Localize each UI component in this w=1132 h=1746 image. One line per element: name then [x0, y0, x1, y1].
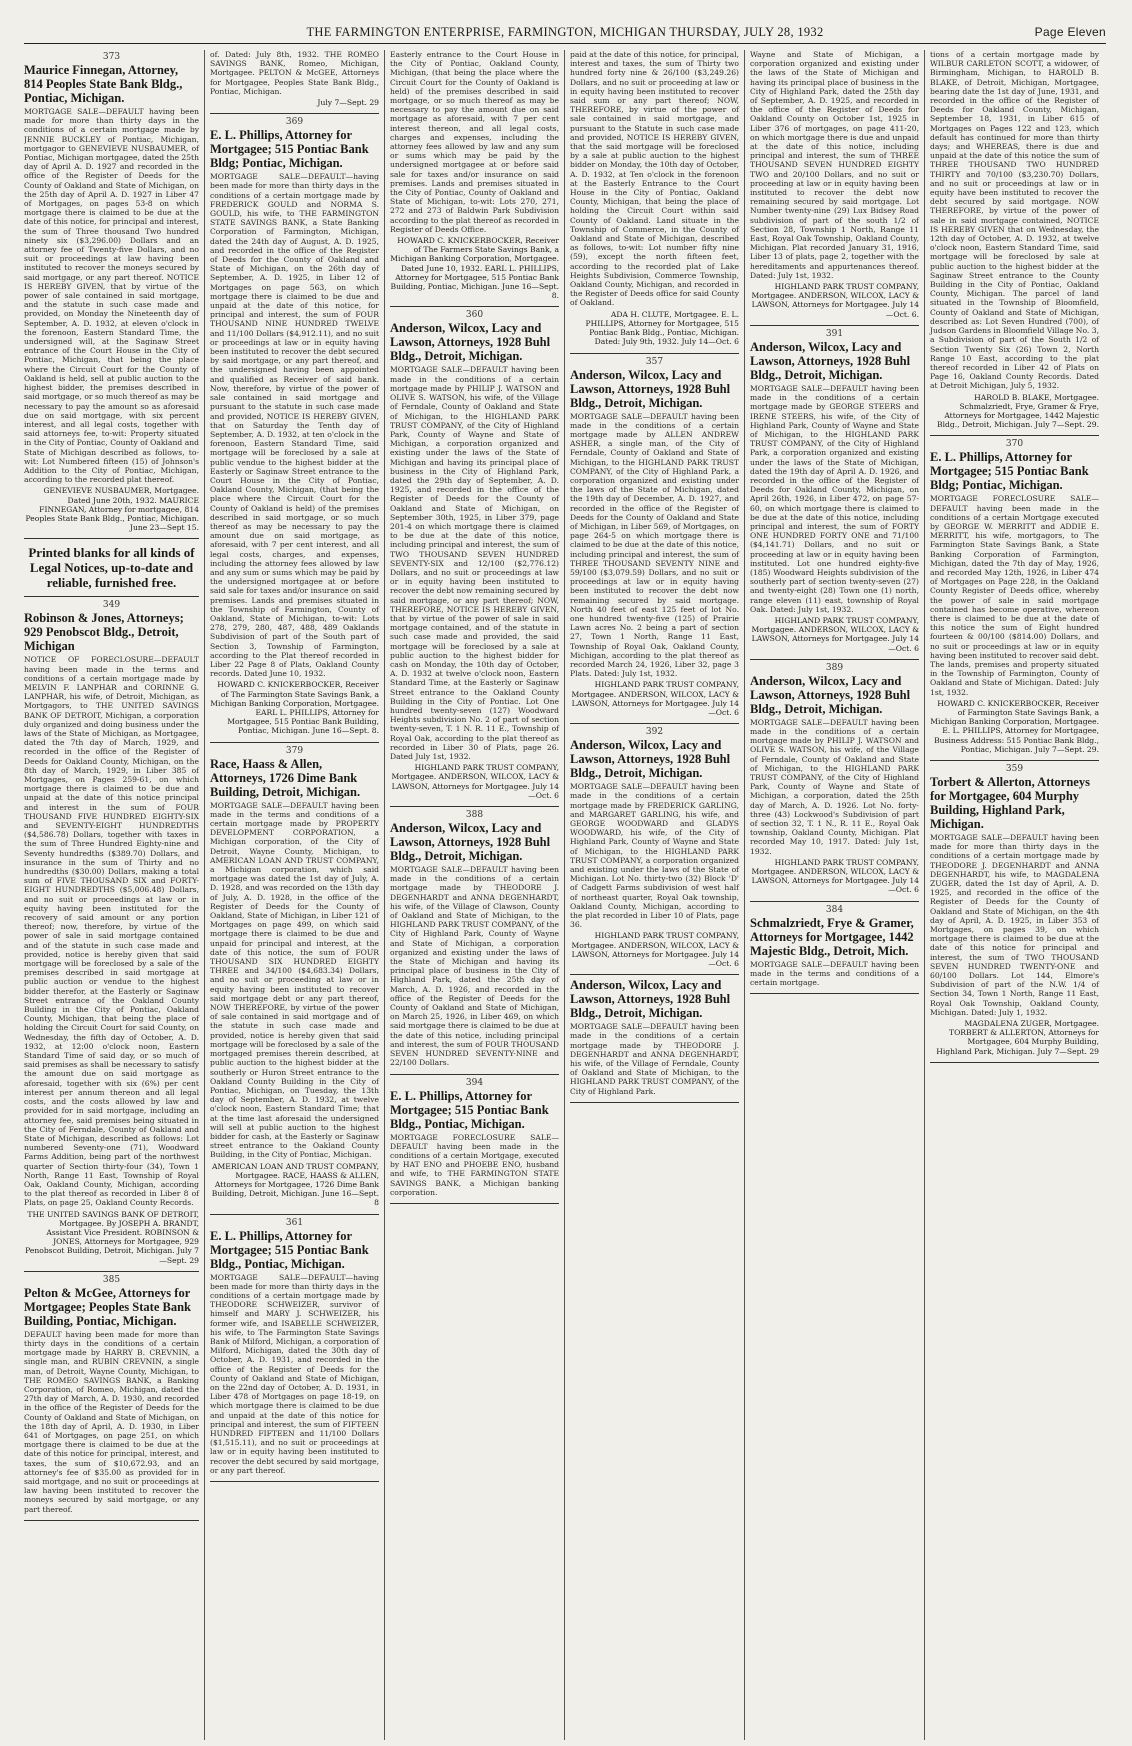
notice-signature: HOWARD C. KNICKERBOCKER, Receiver of Farmington State Savings Bank, a Michigan Banking Corporation, Mortgagee. E. L. PHILLIPS, Attorney for Mortgagee, Business Address: 515 Pontiac Bank Bldg., Pontiac, Michigan. July 7—Sept. 29. — [930, 698, 1099, 754]
legal-notice — [390, 1078, 559, 1197]
notice-heading: Anderson, Wilcox, Lacy and Lawson, Attorneys, 1928 Buhl Bldg., Detroit, Michigan. — [750, 673, 911, 716]
notice-heading: Anderson, Wilcox, Lacy and Lawson, Attorneys, 1928 Buhl Bldg., Detroit, Michigan. — [390, 321, 551, 364]
legal-blanks-ad: Printed blanks for all kinds of Legal Notices, up-to-date and reliable, furnished free. — [28, 545, 195, 591]
legal-notice — [24, 52, 199, 532]
notice-heading: Anderson, Wilcox, Lacy and Lawson, Attorneys, 1928 Buhl Bldg., Detroit, Michigan. — [390, 821, 551, 864]
masthead-title: THE FARMINGTON ENTERPRISE, FARMINGTON, MICHIGAN THURSDAY, JULY 28, 1932 — [306, 25, 824, 39]
divider — [750, 325, 919, 326]
notice-body: MORTGAGE SALE—DEFAULT having been made in the terms and conditions of a certain mortgage. — [750, 959, 919, 988]
notice-heading: Torbert & Allerton, Attorneys for Mortgagee, 604 Murphy Building, Highland Park, Michigan. — [930, 775, 1090, 832]
notice-body: DEFAULT having been made for more than thirty days in the conditions of a certain mortgage made by HARRY B. CREVNIN, a single man, and RUBIN CREVNIN, a single man, of Detroit, Wayne County, Michigan, to THE ROMEO SAVINGS BANK, a Banking Corporation, of Romeo, Michigan, dated the 27th day of March, A. D. 1930, and recorded in the office of the Register of Deeds for the County of Oakland and State of Michigan, on the 18th day of April, A. D. 1930, in Liber 641 of Mortgages, on page 251, on which mortgage there is claimed to be due at the date of this notice for principal, interest, and taxes, the sum of $10,672.93, and an attorney's fee of $35.00 as provided for in said mortgage, and no suit or proceedings at law having been instituted to recover the moneys secured by said mortgage, or any part thereof. — [24, 1329, 199, 1514]
divider — [570, 1102, 739, 1103]
divider — [750, 659, 919, 660]
notice-signature: AMERICAN LOAN AND TRUST COMPANY, Mortgagee. RACE, HAASS & ALLEN, Attorneys for Mortgagee, 1726 Dime Bank Building, Detroit, Michigan. June 16—Sept. 8 — [211, 1161, 379, 1208]
notice-number: 379 — [285, 745, 304, 756]
legal-notice — [390, 50, 559, 300]
notice-number: 370 — [1005, 439, 1024, 450]
columns-container — [24, 50, 1106, 1740]
divider — [930, 435, 1099, 436]
column-3 — [384, 50, 564, 1740]
notice-number: 357 — [645, 356, 664, 367]
notice-signature: HIGHLAND PARK TRUST COMPANY, Mortgagee. ANDERSON, WILCOX, LACY & LAWSON, Attorneys for Mortgagee. July 14—Oct. 6 — [571, 931, 739, 969]
legal-notice — [24, 600, 199, 1264]
notice-number: 360 — [465, 310, 484, 321]
legal-notice — [930, 439, 1099, 754]
notice-number: 373 — [102, 52, 121, 62]
legal-notice — [930, 50, 1099, 429]
column-1 — [24, 50, 204, 1740]
notice-body: MORTGAGE SALE—DEFAULT having been made in the terms and conditions of a certain mortgage made by PROPERTY DEVELOPMENT CORPORATION, a Michigan corporation, of the City of Detroit, Wayne County, Michigan, to AMERICAN LOAN AND TRUST COMPANY, a Michigan corporation, which said mortgage was dated the 1st day of July, A. D. 1928, and was recorded on the 13th day of July, A. D. 1928, in the office of the Register of Deeds for the County of Oakland, State of Michigan, in Liber 121 of Mortgages on page 499, on which said mortgage there is claimed to be due and unpaid for principal and interest, at the date of this notice, the sum of FOUR THOUSAND SIX HUNDRED EIGHTY THREE and 34/100 ($4,683.34) Dollars, and no suit or proceeding at law or in equity having been instituted to recover said mortgage debt or any part thereof, NOW THEREFORE, by virtue of the power of sale contained in said mortgage and of the statute in such case made and provided, notice is hereby given that said mortgage will be foreclosed by a sale of the mortgaged premises therein described, at public auction to the highest bidder at the southerly or Huron Street entrance to the Oakland County Building in the City of Pontiac, Michigan, on Tuesday, the 13th day of September, A. D. 1932, at twelve o'clock noon, Eastern Standard Time; that at the time last aforesaid the undersigned will sell at public auction to the highest bidder for cash, at the Easterly or Saginaw street entrance to the Oakland County Building, in the City of Pontiac, Michigan. — [210, 800, 379, 1160]
notice-body: MORTGAGE SALE—DEFAULT having been made in the conditions of a certain mortgage made by FREDERICK GARLING, and MARGARET GARLING, his wife, and GEORGE WOODWARD and GLADYS WOODWARD, his wife, of the City of Highland Park, County of Wayne and State of Michigan, to the HIGHLAND PARK TRUST COMPANY, a corporation organized and existing under the laws of the State of Michigan. Lot No. thirty-two (32) Block 'D' of Cadgett Farms subdivision of west half of northeast quarter, Royal Oak township, Oakland County, Michigan, according to the plat recorded in Liber 10 of Plats, page 36. — [570, 782, 739, 930]
notice-heading: Maurice Finnegan, Attorney, 814 Peoples State Bank Bldg., Pontiac, Michigan. — [24, 63, 183, 105]
column-4 — [564, 50, 744, 1740]
notice-heading: Anderson, Wilcox, Lacy and Lawson, Attorneys, 1928 Buhl Bldg., Detroit, Michigan. — [570, 367, 731, 410]
divider — [750, 901, 919, 902]
legal-notice — [750, 50, 919, 319]
notice-body: MORTGAGE SALE—DEFAULT having been made for more than thirty days in the conditions of a certain mortgage made by THEODORE J. DEGENHARDT and ANNA DEGENHARDT, his wife, to MAGDALENA ZUGER, dated the 1st day of April, A. D. 1925, and recorded in the office of the Register of Deeds for the County of Oakland and State of Michigan, on the 4th day of April, A. D. 1925, in Liber 353 of Mortgages, on pages 39, on which mortgage there is claimed to be due at the date of this notice for principal and interest, the sum of TWO THOUSAND SEVEN HUNDRED TWENTY-ONE and 60/100 Dollars. Lot 144, Elmore's Subdivision of part of the N.W. 1/4 of Section 34, Town 1 North, Range 11 East, Royal Oak Township, Oakland County, Michigan. Dated: July 1, 1932. — [930, 833, 1099, 1017]
notice-heading: Anderson, Wilcox, Lacy and Lawson, Attorneys, 1928 Buhl Bldg., Detroit, Michigan. — [570, 738, 731, 781]
notice-signature: MAGDALENA ZUGER, Mortgagee. TORBERT & ALLERTON, Attorneys for Mortgagee, 604 Murphy Building, Highland Park, Michigan. July 7—Sept. 29 — [936, 1019, 1099, 1056]
notice-body: MORTGAGE SALE—DEFAULT—having been made for more than thirty days in the conditions of a certain mortgage made by FREDERICK GOULD and NORMA S. GOULD, his wife, to THE FARMINGTON STATE SAVINGS BANK, a State Banking Corporation of Farmington, Michigan, dated the 24th day of August, A. D. 1925, and recorded in the office of the Register of Deeds for the County of Oakland and State of Michigan, on the 26th day of September, A. D. 1925, in Liber 12 of Mortgages on page 563, on which mortgage there is claimed to be due and unpaid at the date of this notice, for principal and interest, the sum of FOUR THOUSAND NINE HUNDRED TWELVE and 11/100 Dollars ($4,912.11), and no suit or proceedings at law or in equity having been instituted to recover the debt secured by said mortgage, or any part thereof, and the undersigned having been appointed and qualified as Receiver of said bank. Now, therefore, by virtue of the power of sale contained in said mortgage and pursuant to the statute in such case made and provided, NOTICE IS HEREBY GIVEN, that on Saturday the Tenth day of September, A. D. 1932, at ten o'clock in the forenoon, Eastern Standard Time, said mortgage will be foreclosed by a sale at public vendue to the highest bidder at the Easterly or Saginaw Street entrance to the Court House in the City of Pontiac, Oakland County, Michigan, (that being the place where the Circuit Court for the County of Oakland is held) of the premises described in said mortgage, or so much thereof as may be necessary to pay the amount due on said mortgage, as aforesaid, with 7 per cent interest, and all legal costs, charges, and expenses, including the attorney fees allowed by law and any sum or sums which may be paid by the undersigned mortgagee at or before said sale for taxes and/or insurance on said premises. Lands and premises situated in the Township of Farmington, County of Oakland, State of Michigan, to-wit: Lots 278, 279, 280, 487, 488, 489 Oaklands Subdivision of part of the South part of Section 3, Township of Farmington, according to the Plat thereof recorded in Liber 22 Page 8 of Plats, Oakland County records. Dated June 10, 1932. — [210, 172, 379, 679]
notice-body: MORTGAGE SALE—DEFAULT having been made in the conditions of a certain mortgage made by ALLEN ANDREW ASHER, a single man, of the City of Ferndale, County of Oakland and State of Michigan, to the HIGHLAND PARK TRUST COMPANY, of the City of Highland Park, a corporation organized and existing under the laws of the State of Michigan, dated the 19th day of December, A. D. 1927, and recorded in the office of the Register of Deeds for the County of Oakland and State of Michigan, in Liber 569, of Mortgages, on page 264-5 on which mortgage there is claimed to be due at the date of this notice, including principal and interest, the sum of THREE THOUSAND SEVENTY NINE and 59/100 ($3,079.59) Dollars, and no suit or proceedings at law or in equity having been instituted to recover the debt now remaining secured by said mortgage. North 40 feet of east 125 feet of lot No. one hundred twenty-five (125) of Prairie Lawn acres No. 2 being a part of section 27, Town 1 North, Range 11 East, Township of Royal Oak, Oakland County, Michigan, according to the plat thereof as recorded March 24, 1926, Liber 32, page 3 Plats. Dated: July 1st, 1932. — [570, 411, 739, 679]
legal-notice — [570, 727, 739, 968]
notice-signature: HAROLD B. BLAKE, Mortgagee. Schmalzriedt, Frye, Gramer & Frye, Attorneys for Mortgagee, 1442 Majestic Bldg., Detroit, Michigan. July 7—Sept. 29. — [936, 392, 1099, 430]
masthead — [24, 0, 1106, 44]
legal-notice — [570, 50, 739, 347]
notice-heading: E. L. Phillips, Attorney for Mortgagee; 515 Pontiac Bank Bldg; Pontiac, Michigan. — [210, 128, 369, 171]
notice-number: 392 — [645, 727, 664, 738]
notice-body: MORTGAGE FORECLOSURE SALE—DEFAULT having been made in the conditions of a certain Mortgage executed by GEORGE W. MERRITT and ADDIE E. MERRITT, his wife, mortgagors, to The Farmington State Savings Bank, a State Banking Corporation of Farmington, Michigan, dated the 7th day of May, 1926, and recorded May 12th, 1926, in Liber 474 of Mortgages on Page 228, in the Oakland County Register of Deeds office, whereby the power of sale in said mortgage contained has become operative, whereon there is claimed to be due at the date of this notice the sum of Eight hundred fourteen & 00/100 ($814.00) Dollars, and no suit or proceedings at law or in equity having been instituted to recover said debt. The lands, premises and property situated in the Township of Farmington, County of Oakland and State of Michigan. Dated: July 1st, 1932. — [930, 494, 1099, 697]
notice-body: MORTGAGE SALE—DEFAULT having been made in the conditions of a certain mortgage made by GEORGE STEERS and IRENE STEERS, his wife, of the City of Highland Park, County of Wayne and State of Michigan, to the HIGHLAND PARK TRUST COMPANY, of the City of Highland Park, a corporation organized and existing under the laws of the State of Michigan, dated the 19th day of April A. D. 1926, and recorded in the office of the Register of Deeds for Oakland County, Michigan, on April 26th, 1926, in Liber 472, on page 57-60, on which mortgage there is claimed to be due at the date of this notice, including principal and interest, the sum of FORTY ONE HUNDRED FORTY ONE and 71/100 ($4,141.71) Dollars, and no suit or proceeding at law or in equity having been instituted. Lot one hundred eighty-five (185) Woodward Heights subdivision of the southerly part of section twenty-seven (27) and twenty-eight (28) Town one (1) north, range eleven (11) east, township of Royal Oak. Dated: July 1st, 1932. — [750, 383, 919, 614]
page-number: Page Eleven — [1034, 25, 1106, 39]
notice-number: 385 — [102, 1274, 121, 1285]
notice-heading: Pelton & McGee, Attorneys for Mortgagee; Peoples State Bank Building, Pontiac, Michigan. — [24, 1285, 191, 1328]
legal-notice — [210, 1218, 379, 1475]
divider — [390, 1203, 559, 1204]
notice-signature: HIGHLAND PARK TRUST COMPANY, Mortgagee. ANDERSON, WILCOX, LACY & LAWSON, Attorneys for Mortgagee. July 14—Oct. 6 — [391, 763, 559, 800]
notice-signature: HIGHLAND PARK TRUST COMPANY, Mortgagee. ANDERSON, WILCOX, LACY & LAWSON, Attorneys for Mortgagee. July 14—Oct. 6 — [571, 680, 739, 717]
notice-body: Wayne and State of Michigan, a corporation organized and existing under the laws of the State of Michigan and having its principal place of business in the City of Highland Park, dated the 25th day of September, A. D. 1925, and recorded in the office of the Register of Deeds for Oakland County on October 1st, 1925 in Liber 376 of mortgages, on page 411-20, on which mortgage there is due and unpaid at the date of this notice, including principal and interest, the sum of THREE THOUSAND SEVEN HUNDRED EIGHTY TWO and 20/100 Dollars, and no suit or proceeding at law or in equity having been instituted to recover the debt now remaining secured by said mortgage. Lot Number twenty-nine (29) Lux Bidsey Road subdivision of part of the south 1/2 of Section 28, Township 1 North, Range 11 East, Royal Oak Township, Oakland County, Michigan. Plat recorded January 31, 1916, Liber 13 of plats, page 2, together with the hereditaments and appurtenances thereof. Dated: July 1st, 1932. — [750, 50, 919, 280]
notice-heading: Schmalzriedt, Frye & Gramer, Attorneys for Mortgagee, 1442 Majestic Bldg., Detroit, Mich. — [750, 915, 914, 958]
legal-notice — [930, 764, 1099, 1056]
divider — [570, 723, 739, 724]
notice-heading: E. L. Phillips, Attorney for Mortgagee; 515 Pontiac Bank Bldg; Pontiac, Michigan. — [930, 450, 1089, 493]
column-5 — [744, 50, 924, 1740]
divider — [390, 1074, 559, 1075]
divider — [24, 1520, 199, 1521]
notice-number: 384 — [825, 904, 844, 915]
notice-heading: Anderson, Wilcox, Lacy and Lawson, Attorneys, 1928 Buhl Bldg., Detroit, Michigan. — [570, 978, 731, 1021]
notice-number: 369 — [285, 117, 304, 128]
column-6 — [924, 50, 1104, 1740]
notice-signature: July 7—Sept. 29 — [317, 98, 379, 108]
divider — [24, 596, 199, 597]
notice-number: 349 — [102, 600, 121, 611]
legal-notice — [210, 50, 379, 107]
legal-notice — [210, 746, 379, 1208]
notice-signature: HOWARD C. KNICKERBOCKER, Receiver of The Farmington State Savings Bank, a Michigan Banking Corporation, Mortgagee. EARL L. PHILLIPS, Attorney for Mortgagee, 515 Pontiac Bank Building, Pontiac, Michigan. June 16—Sept. 8. — [210, 680, 379, 736]
notice-number: 361 — [285, 1217, 304, 1228]
notice-signature: HIGHLAND PARK TRUST COMPANY, Mortgagee. ANDERSON, WILCOX, LACY & LAWSON, Attorneys for Mortgagee. July 14—Oct. 6. — [751, 282, 919, 319]
notice-body: tions of a certain mortgage made by WILBUR CARLETON SCOTT, a widower, of Birmingham, Michigan, to HAROLD B. BLAKE, of Detroit, Michigan, Mortgagee, bearing date the 1st day of June, 1931, and recorded in the office of the Register of Deeds for Oakland County, Michigan, September 18, 1931, in Liber 615 of Mortgages on Pages 122 and 123, which default has continued for more than thirty days; and WHEREAS, there is due and unpaid at the date of this notice the sum of THREE THOUSAND TWO HUNDRED THIRTY and 70/100 ($3,230.70) Dollars, and no suit or proceedings at law or in equity have been instituted to recover the debt secured by said mortgage. NOW THEREFORE, by virtue of the power of sale in said mortgage contained, NOTICE IS HEREBY GIVEN that on Wednesday, the 12th day of October, A. D. 1932, at twelve o'clock noon, Eastern Standard Time, said mortgage will be foreclosed by sale at public auction to the highest bidder at the Saginaw Street entrance to the County Building in the City of Pontiac, Oakland County, Michigan. The parcel of land situated in the Township of Bloomfield, County of Oakland and State of Michigan, described as: Lot Seven Hundred (700), of Judson Gardens in Bloomfield Village No. 3, a Subdivision of part of the South 1/2 of Section Twenty Six (26) Town 2, North Range 10 East, according to the plat thereof recorded in Liber 42 of Plats on Page 16, Oakland County Records. Dated at Detroit Michigan, July 5, 1932. — [930, 50, 1099, 391]
notice-body: MORTGAGE SALE—DEFAULT having been made in the conditions of a certain mortgage made by THEODORE J. DEGENHARDT and ANNA DEGENHARDT, his wife, of the Village of Ferndale, County of Oakland and State of Michigan, to the HIGHLAND PARK TRUST COMPANY, of the City of Highland Park. — [570, 1022, 739, 1096]
divider — [24, 1271, 199, 1272]
legal-notice — [24, 1275, 199, 1514]
notice-body: paid at the date of this notice, for principal, interest and taxes, the sum of Thirty two hundred forty nine & 26/100 ($3,249.26) Dollars, and no suit or proceeding at law or in equity having been instituted to recover said sum or any part thereof; NOW, THEREFORE, by virtue of the power of sale contained in said mortgage, and pursuant to the Statute in such case made and provided, NOTICE IS HEREBY GIVEN, that the said mortgage will be foreclosed by a sale at public auction to the highest bidder on Monday, the 10th day of October, A. D. 1932, at Ten o'clock in the forenoon at the Easterly Entrance to the Court House in the City of Pontiac, Oakland County, Michigan, that being the place of holding the Circuit Court within said County of Oakland. Land situate in the Township of Commerce, in the County of Oakland and State of Michigan, described as follows, to-wit: Lot number fifty nine (59), except the north fifteen feet, according to the recorded plat of Lake Heights Subdivision, Commerce Township, Oakland County, Michigan, and recorded in the Register of Deeds office for said County of Oakland. — [570, 50, 739, 308]
divider — [570, 974, 739, 975]
divider — [390, 806, 559, 807]
notice-heading: Race, Haass & Allen, Attorneys, 1726 Dime Bank Building, Detroit, Michigan. — [210, 756, 361, 799]
notice-signature: HIGHLAND PARK TRUST COMPANY, Mortgagee. ANDERSON, WILCOX, LACY & LAWSON, Attorneys for Mortgagee. July 14—Oct. 6 — [751, 615, 919, 653]
notice-signature: THE UNITED SAVINGS BANK OF DETROIT, Mortgagee. By JOSEPH A. BRANDT, Assistant Vice President. ROBINSON & JONES, Attorneys for Mortgagee, 929 Penobscot Building, Detroit, Michigan. July 7—Sept. 29 — [25, 1209, 199, 1265]
notice-number: 394 — [465, 1077, 484, 1088]
divider — [24, 538, 199, 539]
notice-number: 359 — [1005, 764, 1024, 775]
legal-notice — [210, 117, 379, 735]
column-2 — [204, 50, 384, 1740]
notice-body: MORTGAGE SALE—DEFAULT having been made in the conditions of a certain mortgage made by PHILIP J. WATSON and OLIVE S. WATSON, his wife, of the Village of Ferndale, County of Oakland and State of Michigan, to the HIGHLAND PARK TRUST COMPANY, of the City of Highland Park, County of Wayne and State of Michigan, a corporation, dated the 25th day of March, A. D. 1926. Lot No. forty-three (43) Lockwood's Subdivision of part of section 32, T. 1 N., R. 11 E., Royal Oak township, Oakland County, Michigan. Plat recorded May 10, 1917. Dated: July 1st, 1932. — [750, 717, 919, 856]
legal-notice — [570, 357, 739, 718]
notice-signature: HOWARD C. KNICKERBOCKER, Receiver of The Farmers State Savings Bank, a Michigan Banking Corporation, Mortgagee. Dated June 10, 1932. EARL L. PHILLIPS, Attorney for Mortgagee, 515 Pontiac Bank Building, Pontiac, Michigan. June 16—Sept. 8. — [390, 236, 559, 301]
notice-body: MORTGAGE FORECLOSURE SALE—DEFAULT having been made in the conditions of a certain Mortgage, executed by HAT ENO and PHOEBE ENO, husband and wife, to THE FARMINGTON STATE SAVINGS BANK, a Michigan banking corporation. — [390, 1132, 559, 1197]
notice-signature: HIGHLAND PARK TRUST COMPANY, Mortgagee. ANDERSON, WILCOX, LACY & LAWSON, Attorneys for Mortgagee. July 14—Oct. 6 — [751, 857, 919, 895]
notice-signature: GENEVIEVE NUSBAUMER, Mortgagee. Dated June 20th, 1932. MAURICE FINNEGAN, Attorney for mortgagee, 814 Peoples State Bank Bldg., Pontiac, Michigan. June 23—Sept 15. — [25, 486, 199, 533]
divider — [390, 306, 559, 307]
divider — [930, 1062, 1099, 1063]
notice-body: NOTICE OF FORECLOSURE—DEFAULT having been made in the terms and conditions of a certain mortgage made by MELVIN F. LANPHAR and CORINNE G. LANPHAR, his wife, of Detroit, Michigan, as Mortgagors, to THE UNITED SAVINGS BANK OF DETROIT, Michigan, a corporation duly organized and doing business under the laws of the State of Michigan, as Mortgagee, dated the 7th day of March, 1929, and recorded in the office of the Register of Deeds for Oakland County, Michigan, on the 8th day of March, 1929, in Liber 385 of Mortgages, on Pages 259-61, on which mortgage there is claimed to be due and unpaid at the date of this notice principal and interest in the sum of FOUR THOUSAND FIVE HUNDRED EIGHTY-SIX and SEVENTY-EIGHT HUNDREDTHS ($4,586.78) Dollars, together with taxes in the sum of Three Hundred Eighty-nine and Seventy hundredths ($389.70) Dollars, and insurance in the sum of Thirty and no hundredths ($30.00) Dollars, making a total sum of FIVE THOUSAND SIX and FORTY-EIGHT HUNDREDTHS ($5,006.48) Dollars, and no suit or proceedings at law or in equity having been instituted for the recovery of said amount or any portion thereof; now, therefore, by virtue of the power of sale in said mortgage contained and of the statute in such case made and provided, notice is hereby given that said mortgage will be foreclosed by a sale of the premises described in said mortgage at public auction or vendue to the highest bidder therefor, at the Easterly or Saginaw Street entrance of the Oakland County Building in the City of Pontiac, Oakland County, Michigan, that being the place of holding the Circuit Court for said County, on Wednesday, the fifth day of October, A. D. 1932, at 12:00 o'clock noon, Eastern Standard Time of said day, or so much of said premises as shall be necessary to satisfy the amount due on said mortgage as aforesaid, together with six (6%) per cent interest per annum thereon and all legal costs, and the costs allowed by law and provided for in said mortgage, including an attorney fee, said premises being situated in the City of Ferndale, County of Oakland and State of Michigan, described as follows: Lot numbered Seventy-one (71), Woodward Farms Addition, being part of the northwest quarter of Section thirty-four (34), Town 1 North, Range 11 East, Township of Royal Oak, Oakland County, Michigan, according to the plat thereof as recorded in Liber 8 of Plats, on page 25, Oakland County Records. — [24, 655, 199, 1208]
legal-notice — [750, 663, 919, 895]
notice-number: 389 — [825, 662, 844, 673]
notice-body: Easterly entrance to the Court House in the City of Pontiac, Oakland County, Michigan, (that being the place where the Circuit Court for the County of Oakland is held) of the premises described in said mortgage, or so much thereof as may be necessary to pay the amount due on said mortgage as aforesaid, with 7 per cent interest thereon, and all legal costs, charges and expenses, including the attorney fees allowed by law and any sum or sums which may be paid by the undersigned mortgagee at or before said sale for taxes and/or insurance on said premises. Lands and premises situated in the City of Pontiac, County of Oakland and State of Michigan, to-wit: Lots 270, 271, 272 and 273 of Baldwin Park Subdivision according to the plat thereof as recorded in Register of Deeds Office. — [390, 50, 559, 234]
notice-body: of. Dated: July 8th, 1932. THE ROMEO SAVINGS BANK, Romeo, Michigan, Mortgagee. PELTON & McGEE, Attorneys for Mortgagee, Peoples State Bank Bldg., Pontiac, Michigan. — [210, 50, 379, 96]
notice-heading: Robinson & Jones, Attorneys; 929 Penobscot Bldg., Detroit, Michigan — [24, 611, 184, 654]
legal-notice — [390, 310, 559, 800]
legal-notice — [570, 978, 739, 1096]
legal-notice — [750, 905, 919, 988]
notice-body: MORTGAGE SALE—DEFAULT—having been made for more than thirty days in the conditions of a certain mortgage made by THEODORE SCHWEIZER, survivor of himself and MARY J. SCHWEIZER, his former wife, and ISABELLE SCHWEIZER, his wife, to The Farmington State Savings Bank of Milford, Michigan, a corporation of Milford, Michigan, dated the 30th day of October, A. D. 1931, and recorded in the office of the Register of Deeds for the County of Oakland and State of Michigan, on the 22nd day of October, A. D. 1931, in Liber 478 of Mortgages on page 18-19, on which mortgage there is claimed to be due and unpaid at the date of this notice for principal and interest, the sum of FIFTEEN HUNDRED FIFTEEN and 11/100 Dollars ($1,515.11), and no suit or proceedings at law or in equity having been instituted to recover the debt secured by said mortgage, or any part thereof. — [210, 1272, 379, 1475]
notice-heading: E. L. Phillips, Attorney for Mortgagee; 515 Pontiac Bank Bldg., Pontiac, Michigan. — [390, 1088, 549, 1131]
notice-heading: E. L. Phillips, Attorney for Mortgagee; 515 Pontiac Bank Bldg., Pontiac, Michigan. — [210, 1228, 369, 1271]
notice-number: 391 — [825, 328, 844, 339]
divider — [210, 113, 379, 114]
legal-notice — [390, 810, 559, 1067]
divider — [210, 1214, 379, 1215]
notice-body: MORTGAGE SALE—DEFAULT having been made in the conditions of a certain mortgage made by THEODORE J. DEGENHARDT and ANNA DEGENHARDT, his wife, of the Village of Clawson, County of Oakland and State of Michigan, to the HIGHLAND PARK TRUST COMPANY, of the City of Highland Park, County of Wayne and State of Michigan, a corporation organized and existing under the laws of the State of Michigan and having its principal place of business in the City of Highland Park, dated the 25th day of March, A. D. 1926, and recorded in the office of the Register of Deeds for the County of Oakland and State of Michigan, on March 25, 1926, in Liber 469, on which said mortgage there is claimed to be due at the date of this notice, including principal and interest, the sum of FOUR THOUSAND SEVEN HUNDRED SEVENTY-NINE and 22/100 Dollars. — [390, 865, 559, 1068]
divider — [930, 760, 1099, 761]
notice-number: 388 — [465, 810, 484, 821]
notice-signature: ADA H. CLUTE, Mortgagee. E. L. PHILLIPS, Attorney for Mortgagee, 515 Pontiac Bank Bldg., Pontiac, Michigan. Dated: July 9th, 1932. July 14—Oct. 6 — [585, 309, 739, 347]
notice-body: MORTGAGE SALE—DEFAULT having been made for more than thirty days in the conditions of a certain mortgage made by JENNIE BUCKLEY of Pontiac, Michigan, mortgagor to GENEVIEVE NUSBAUMER, of Pontiac, Michigan mortgagee, dated the 25th day of April A. D. 1927 and recorded in the office of the Register of Deeds for the County of Oakland and State of Michigan, on the 25th day of April A. D. 1927 in Liber 47 of Mortgages, on pages 53-8 on which mortgage there is claimed to be due at the date of this notice, for principal and interest, the sum of Three thousand Two hundred ninety six ($3,296.00) Dollars and an attorney fee of Twenty-five Dollars, and no suit or proceedings at law having been instituted to recover the moneys secured by said mortgage, or any part thereof. NOTICE IS HEREBY GIVEN, that by virtue of the power of sale contained in said mortgage, and the statute in such case made and provided, on Monday the Nineteenth day of September, A. D. 1932, at eleven o'clock in the forenoon, Eastern Standard Time, the undersigned will, at the Saginaw Street entrance of the Court House in the City of Pontiac, Michigan, that being the place where the Circuit Court for the County of Oakland is held, sell at public auction to the highest bidder, the premises described in said mortgage, or so much thereof as may be necessary to pay the amount so as aforesaid due on said mortgage, with six percent interest, and all legal costs, together with said attorneys fee, to-wit: Property situated in the City of Pontiac, County of Oakland and State of Michigan described as follows, to-wit: Lot Numbered fifteen (15) of Johnson's Addition to the City of Pontiac, Michigan, according to the recorded plat thereof. — [24, 107, 200, 485]
notice-body: MORTGAGE SALE—DEFAULT having been made in the conditions of a certain mortgage made by PHILIP J. WATSON and OLIVE S. WATSON, his wife, of the Village of Ferndale, County of Oakland and State of Michigan, to the HIGHLAND PARK TRUST COMPANY, of the City of Highland Park, County of Wayne and State of Michigan, a corporation organized and existing under the laws of the State of Michigan and having its principal place of business in the City of Highland Park, dated the 29th day of September, A. D. 1925, and recorded in the office of the Register of Deeds for the County of Oakland and State of Michigan, on September 30th, 1925, in Liber 379, page 201-4 on which mortgage there is claimed to be due at the date of this notice, including principal and interest, the sum of TWO THOUSAND SEVEN HUNDRED SEVENTY-SIX and 12/100 ($2,776.12) Dollars, and no suit or proceedings at law or in equity having been instituted to recover the debt now remaining secured by said mortgage, or any part thereof; NOW, THEREFORE, NOTICE IS HEREBY GIVEN, that by virtue of the power of sale in said mortgage contained, and of the statute in such case made and provided, the said mortgage will be foreclosed by a sale at public auction to the highest bidder for cash on Monday, the 10th day of October, A. D. 1932 at twelve o'clock noon, Eastern Standard Time, at the Easterly or Saginaw Street entrance to the Oakland County Building in the City of Pontiac. Lot One hundred twenty-seven (127) Woodward Heights subdivision No. 2 of part of section twenty-seven, T. 1 N. R. 11 E., Township of Royal Oak, according to the plat thereof as recorded in Liber 30 of Plats, page 26. Dated July 1st, 1932. — [390, 365, 559, 762]
legal-notice — [750, 329, 919, 653]
divider — [750, 993, 919, 994]
divider — [210, 742, 379, 743]
divider — [570, 353, 739, 354]
notice-heading: Anderson, Wilcox, Lacy and Lawson, Attorneys, 1928 Buhl Bldg., Detroit, Michigan. — [750, 339, 911, 382]
divider — [210, 1481, 379, 1482]
